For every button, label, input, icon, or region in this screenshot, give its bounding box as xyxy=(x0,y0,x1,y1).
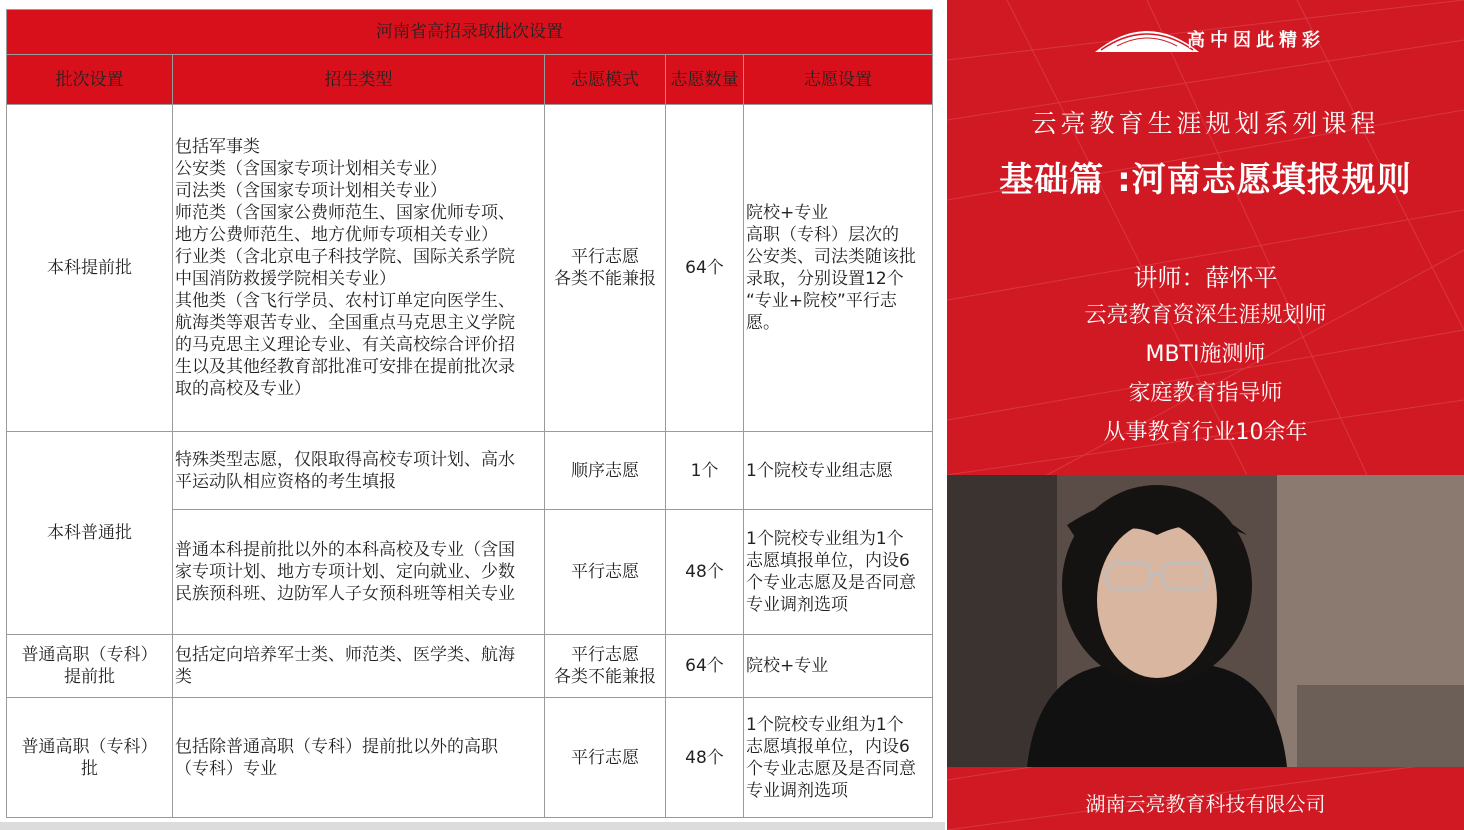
cell-batch xyxy=(7,635,173,698)
lecturer-name: 讲师：薛怀平 xyxy=(1133,264,1278,292)
batch-line: 普通高职（专科） xyxy=(21,736,158,757)
cell-mode: 平行志愿 xyxy=(545,510,666,635)
mode-line: 平行志愿 xyxy=(571,247,639,267)
col-header-mode: 志愿模式 xyxy=(545,55,666,105)
mode-line: 平行志愿 xyxy=(571,645,639,665)
table-row xyxy=(7,432,933,510)
type-line: 生以及其他经教育部批准可安排在提前批次录 xyxy=(175,357,515,377)
table-row xyxy=(7,698,933,818)
type-line: 其他类（含飞行学员、农村订单定向医学生、 xyxy=(175,291,515,311)
type-line: 师范类（含国家公费师范生、国家优师专项、 xyxy=(175,203,515,223)
setting-line: 公安类、司法类随该批 xyxy=(746,247,916,267)
batch-line: 普通高职（专科） xyxy=(21,645,158,665)
cell-count: 64个 xyxy=(666,635,744,698)
slogan: 高中因此精彩 xyxy=(1187,30,1325,51)
type-line: 取的高校及专业） xyxy=(175,379,311,399)
type-line: 中国消防救援学院相关专业） xyxy=(175,269,396,289)
type-line: 的马克思主义理论专业、有关高校综合评价招 xyxy=(175,335,515,355)
setting-line: “专业+院校”平行志 xyxy=(746,291,897,311)
setting-line: 专业调剂选项 xyxy=(746,780,848,801)
cell-mode xyxy=(545,635,666,698)
type-line: 特殊类型志愿，仅限取得高校专项计划、高水 xyxy=(175,449,515,470)
col-header-batch: 批次设置 xyxy=(7,55,173,105)
setting-line: 志愿填报单位，内设6 xyxy=(746,551,910,571)
cell-type xyxy=(173,510,545,635)
setting-line: 1个院校专业组为1个 xyxy=(746,529,904,549)
setting-line: 录取，分别设置12个 xyxy=(746,269,904,289)
table-row xyxy=(7,635,933,698)
type-line: 航海类等艰苦专业、全国重点马克思主义学院 xyxy=(175,313,515,333)
lecturer-credential: 云亮教育资深生涯规划师 xyxy=(1084,303,1327,328)
setting-line: 院校+专业 xyxy=(746,203,829,223)
cell-count: 48个 xyxy=(666,698,744,818)
cell-setting xyxy=(744,510,933,635)
cell-count: 1个 xyxy=(666,432,744,510)
batch-line: 提前批 xyxy=(64,667,115,687)
type-line: 公安类（含国家专项计划相关专业） xyxy=(175,159,447,179)
bottom-strip xyxy=(0,822,945,830)
cell-type xyxy=(173,698,545,818)
setting-line: 个专业志愿及是否同意 xyxy=(746,573,916,593)
table-row xyxy=(7,105,933,432)
type-line: 司法类（含国家专项计划相关专业） xyxy=(175,181,447,201)
cell-setting: 院校+专业 xyxy=(744,635,933,698)
type-line: 包括除普通高职（专科）提前批以外的高职 xyxy=(175,736,498,757)
cell-type xyxy=(173,105,545,432)
type-line: 普通本科提前批以外的本科高校及专业（含国 xyxy=(175,540,515,560)
cell-type xyxy=(173,635,545,698)
col-header-type: 招生类型 xyxy=(173,55,545,105)
type-line: 民族预科班、边防军人子女预科班等相关专业 xyxy=(175,584,515,604)
mode-line: 各类不能兼报 xyxy=(554,667,656,687)
cell-mode xyxy=(545,105,666,432)
presenter-video xyxy=(947,475,1464,767)
type-line: （专科）专业 xyxy=(175,758,277,779)
cell-batch: 本科普通批 xyxy=(7,432,173,635)
lecturer-credential: 从事教育行业10余年 xyxy=(1103,420,1308,445)
cell-setting xyxy=(744,698,933,818)
type-line: 行业类（含北京电子科技学院、国际关系学院 xyxy=(175,247,515,267)
setting-line: 高职（专科）层次的 xyxy=(746,225,899,245)
course-series: 云亮教育生涯规划系列课程 xyxy=(1031,109,1380,138)
batch-line: 批 xyxy=(81,758,98,779)
type-line: 平运动队相应资格的考生填报 xyxy=(175,471,396,492)
setting-line: 愿。 xyxy=(746,313,780,333)
type-line: 包括定向培养军士类、师范类、医学类、航海 xyxy=(175,645,515,665)
cell-count: 48个 xyxy=(666,510,744,635)
table-title: 河南省高招录取批次设置 xyxy=(7,10,933,55)
cell-setting: 1个院校专业组志愿 xyxy=(744,432,933,510)
course-title: 基础篇 :河南志愿填报规则 xyxy=(999,160,1412,200)
lecturer-credential: 家庭教育指导师 xyxy=(1128,381,1283,406)
cell-setting xyxy=(744,105,933,432)
setting-line: 志愿填报单位，内设6 xyxy=(746,736,910,757)
cell-mode: 平行志愿 xyxy=(545,698,666,818)
company-name: 湖南云亮教育科技有限公司 xyxy=(1085,792,1326,816)
cell-mode: 顺序志愿 xyxy=(545,432,666,510)
setting-line: 个专业志愿及是否同意 xyxy=(746,758,916,779)
cell-type xyxy=(173,432,545,510)
mode-line: 各类不能兼报 xyxy=(554,269,656,289)
type-line: 类 xyxy=(175,667,192,687)
setting-line: 专业调剂选项 xyxy=(746,595,848,615)
col-header-setting: 志愿设置 xyxy=(744,55,933,105)
cell-batch: 本科提前批 xyxy=(7,105,173,432)
setting-line: 1个院校专业组为1个 xyxy=(746,714,904,735)
type-line: 包括军事类 xyxy=(175,137,260,157)
admission-batch-table xyxy=(6,9,933,818)
type-line: 家专项计划、地方专项计划、定向就业、少数 xyxy=(175,562,515,582)
lecturer-credential: MBTI施测师 xyxy=(1145,342,1266,367)
cell-count: 64个 xyxy=(666,105,744,432)
course-info-panel xyxy=(947,0,1464,830)
cell-batch xyxy=(7,698,173,818)
col-header-count: 志愿数量 xyxy=(666,55,744,105)
type-line: 地方公费师范生、地方优师专项相关专业） xyxy=(175,225,498,245)
